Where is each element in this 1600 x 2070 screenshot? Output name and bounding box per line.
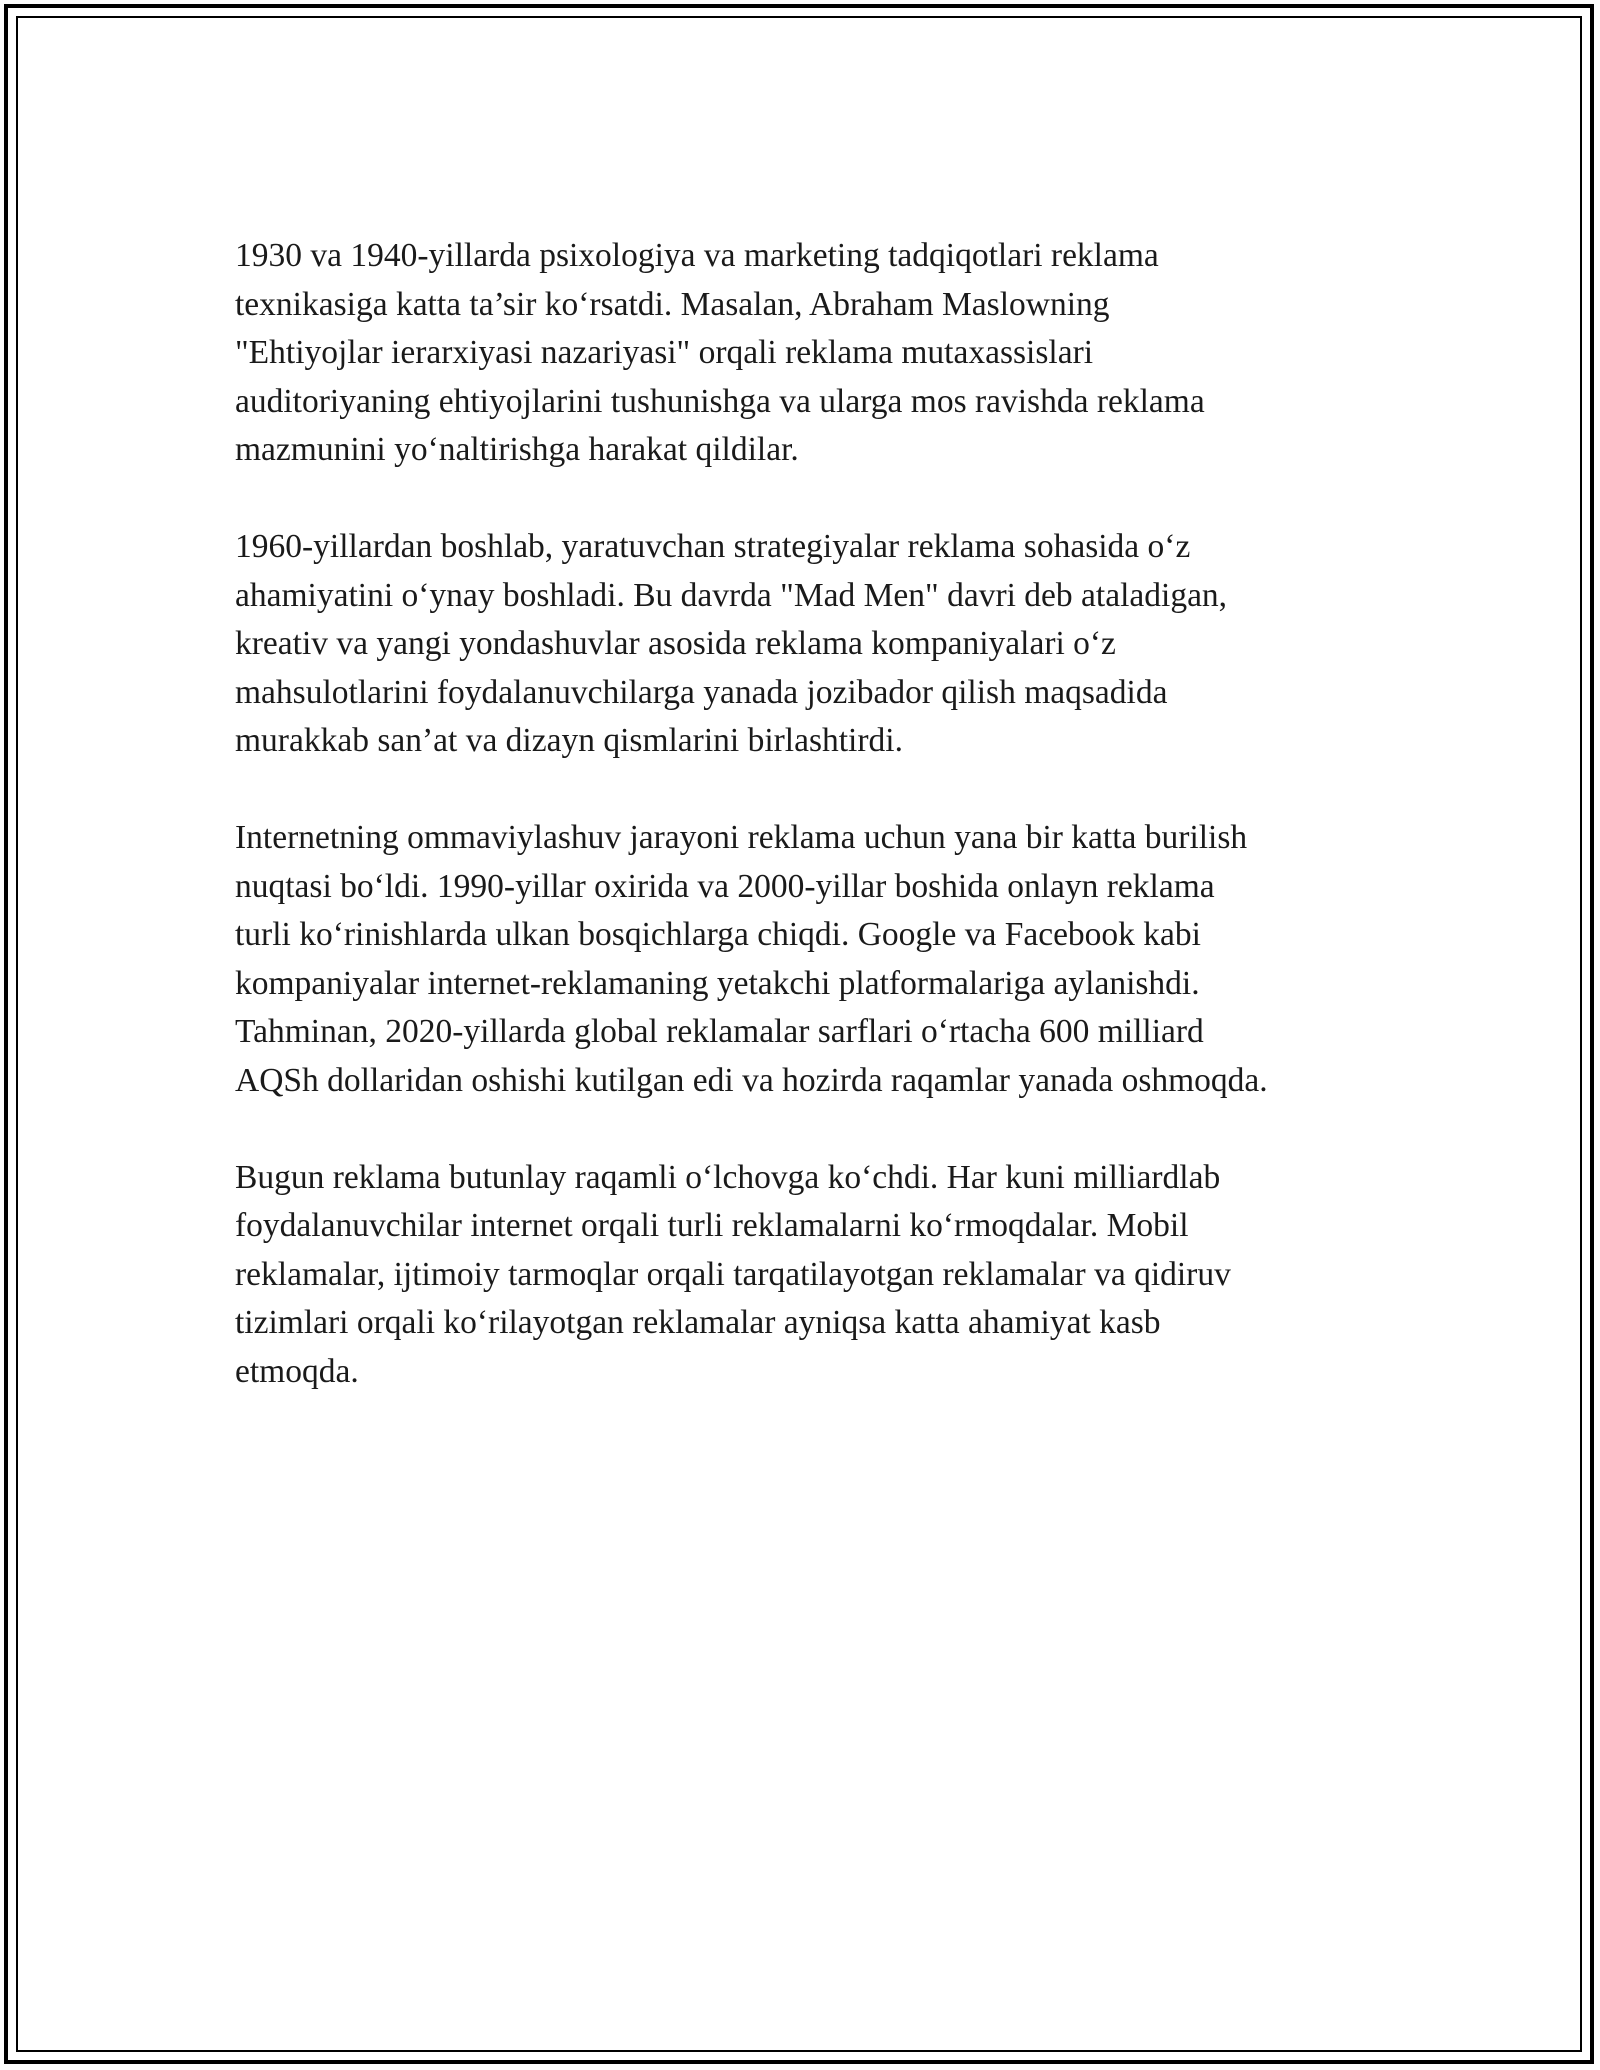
text-line: tizimlari orqali ko‘rilayotgan reklamalar ayniqsa katta ahamiyat kasb [235,1304,1161,1341]
paragraph-3 [235,814,1415,1105]
text-line: texnikasiga katta ta’sir ko‘rsatdi. Masalan, Abraham Maslowning [235,285,1110,323]
text-line: "Ehtiyojlar ierarxiyasi nazariyasi" orqali reklama mutaxassislari [235,334,1094,371]
text-line: reklamalar, ijtimoiy tarmoqlar orqali tarqatilayotgan reklamalar va qidiruv [235,1255,1231,1293]
text-line: ahamiyatini o‘ynay boshladi. Bu davrda "Mad Men" davri deb ataladigan, [235,576,1228,614]
text-line: mazmunini yo‘naltirishga harakat qildilar. [235,431,799,468]
text-line: nuqtasi bo‘ldi. 1990-yillar oxirida va 2000-yillar boshida onlayn reklama [235,867,1215,905]
text-line: kompaniyalar internet-reklamaning yetakchi platformalariga aylanishdi. [235,964,1200,1002]
text-line: foydalanuvchilar internet orqali turli reklamalarni ko‘rmoqdalar. Mobil [235,1207,1189,1244]
text-line: mahsulotlarini foydalanuvchilarga yanada jozibador qilish maqsadida [235,673,1168,711]
text-line: AQSh dollaridan oshishi kutilgan edi va hozirda raqamlar yanada oshmoqda. [235,1061,1268,1099]
document-body [235,232,1415,1445]
text-line: Tahminan, 2020-yillarda global reklamalar sarflari o‘rtacha 600 milliard [235,1013,1204,1050]
text-line: Internetning ommaviylashuv jarayoni reklama uchun yana bir katta burilish [235,819,1248,856]
paragraph-4 [235,1154,1415,1397]
paragraph-1 [235,232,1415,475]
text-line: murakkab san’at va dizayn qismlarini birlashtirdi. [235,722,903,759]
text-line: auditoriyaning ehtiyojlarini tushunishga va ularga mos ravishda reklama [235,382,1205,420]
text-line: kreativ va yangi yondashuvlar asosida reklama kompaniyalari o‘z [235,625,1116,662]
text-line: 1960-yillardan boshlab, yaratuvchan strategiyalar reklama sohasida o‘z [235,528,1191,565]
text-line: Bugun reklama butunlay raqamli o‘lchovga ko‘chdi. Har kuni milliardlab [235,1158,1221,1196]
text-line: etmoqda. [235,1352,359,1390]
paragraph-2 [235,523,1415,766]
text-line: 1930 va 1940-yillarda psixologiya va marketing tadqiqotlari reklama [235,237,1159,274]
text-line: turli ko‘rinishlarda ulkan bosqichlarga chiqdi. Google va Facebook kabi [235,916,1201,953]
